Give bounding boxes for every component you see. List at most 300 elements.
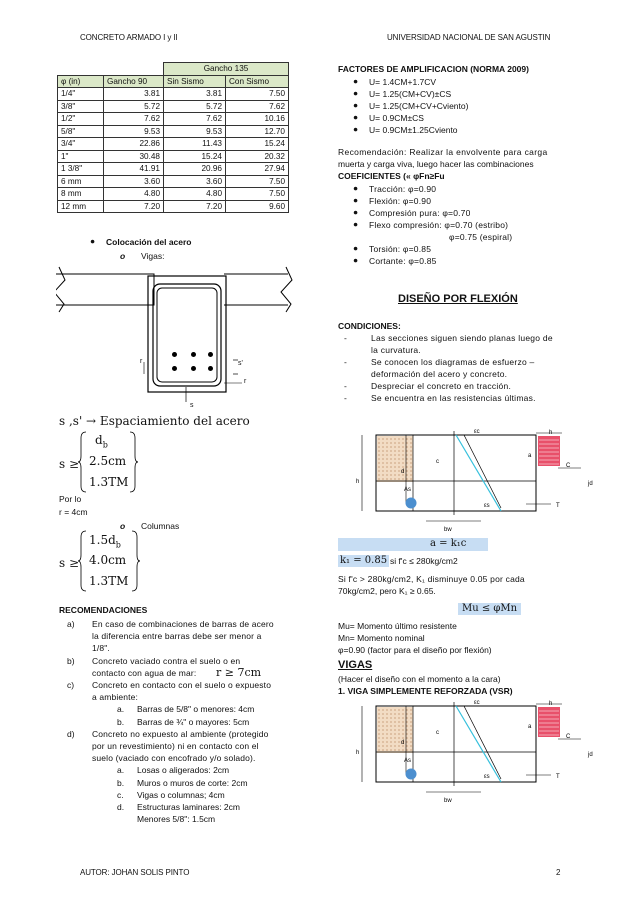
dash-marker: - bbox=[344, 393, 347, 403]
table-cell: 1/2" bbox=[58, 113, 104, 126]
table-header: φ (in) bbox=[58, 75, 104, 88]
table-cell: 7.20 bbox=[104, 200, 164, 213]
hatch-dot bbox=[398, 474, 399, 475]
hatch-dot bbox=[390, 725, 391, 726]
table-cell: 27.94 bbox=[226, 163, 289, 176]
rebar-icon bbox=[172, 352, 177, 357]
table-row bbox=[58, 113, 289, 126]
hatch-dot bbox=[406, 721, 407, 722]
fig-label-c: c bbox=[436, 730, 439, 736]
hatch-dot bbox=[398, 442, 399, 443]
hatch-dot bbox=[410, 729, 411, 730]
table-row bbox=[58, 100, 289, 113]
fig-label-h: h bbox=[356, 479, 360, 485]
footer-page: 2 bbox=[556, 868, 561, 877]
hatch-dot bbox=[398, 749, 399, 750]
table-cell: 7.50 bbox=[226, 88, 289, 101]
table-cell: 20.32 bbox=[226, 150, 289, 163]
table-cell: 15.24 bbox=[164, 150, 226, 163]
hatch-dot bbox=[398, 717, 399, 718]
rebar-As bbox=[406, 769, 417, 780]
hatch-dot bbox=[378, 717, 379, 718]
fig-label-C: C bbox=[566, 463, 571, 469]
hatch-dot bbox=[398, 721, 399, 722]
s1-opt: 1.3TM bbox=[89, 475, 129, 489]
hatch-dot bbox=[382, 717, 383, 718]
hatch-dot bbox=[394, 454, 395, 455]
rec-sub-marker: c. bbox=[117, 789, 124, 800]
hatch-dot bbox=[390, 466, 391, 467]
rec-sub-marker: b. bbox=[117, 777, 125, 788]
hatch-dot bbox=[410, 725, 411, 726]
hatch-dot bbox=[398, 470, 399, 471]
hatch-dot bbox=[410, 745, 411, 746]
s1-opt: $d_b$ bbox=[95, 433, 108, 450]
table-cell: 4.80 bbox=[164, 188, 226, 201]
hatch-dot bbox=[398, 446, 399, 447]
table-row bbox=[58, 88, 289, 101]
hatch-dot bbox=[406, 438, 407, 439]
def-line: Mn= Momento nominal bbox=[338, 633, 425, 643]
bullet-icon: ● bbox=[353, 207, 359, 217]
beam-outline bbox=[148, 276, 226, 392]
rec-marker: c) bbox=[67, 680, 75, 690]
fig-label-As: As bbox=[404, 758, 412, 764]
hatch-dot bbox=[378, 458, 379, 459]
columnas-label: Columnas bbox=[141, 521, 180, 531]
table-cell: 9.53 bbox=[164, 125, 226, 138]
fig-label-sp: s' bbox=[238, 360, 243, 367]
table-row bbox=[58, 175, 289, 188]
bullet-icon: ● bbox=[353, 243, 359, 253]
phi-item: Tracción: φ=0.90 bbox=[369, 184, 437, 194]
phi-item: Compresión pura: φ=0.70 bbox=[369, 208, 471, 218]
hatch-dot bbox=[386, 737, 387, 738]
condiciones-heading: CONDICIONES: bbox=[338, 321, 401, 331]
table-cell: 15.24 bbox=[226, 138, 289, 151]
hatch-dot bbox=[378, 438, 379, 439]
hatch-dot bbox=[410, 478, 411, 479]
hatch-dot bbox=[390, 470, 391, 471]
hatch-dot bbox=[394, 733, 395, 734]
stress-block bbox=[538, 436, 560, 466]
recomendaciones-heading: RECOMENDACIONES bbox=[59, 605, 148, 615]
fig-label-es: εs bbox=[484, 503, 490, 509]
hatch-dot bbox=[410, 438, 411, 439]
hatch-dot bbox=[394, 466, 395, 467]
hatch-dot bbox=[394, 450, 395, 451]
table-cell: 12 mm bbox=[58, 200, 104, 213]
r-value-text: r = 4cm bbox=[59, 507, 88, 517]
table-cell: 9.60 bbox=[226, 200, 289, 213]
phi-item: φ=0.75 (espiral) bbox=[449, 232, 513, 242]
hatch-dot bbox=[382, 745, 383, 746]
hatch-dot bbox=[402, 737, 403, 738]
hatch-dot bbox=[382, 442, 383, 443]
hatch-dot bbox=[386, 733, 387, 734]
hatch-dot bbox=[398, 478, 399, 479]
hatch-dot bbox=[406, 466, 407, 467]
hatch-dot bbox=[406, 446, 407, 447]
rec-marker: b) bbox=[67, 655, 75, 666]
fig-label-T: T bbox=[556, 774, 560, 780]
strain-line bbox=[456, 435, 501, 511]
bullet-icon: ● bbox=[353, 183, 359, 193]
hatch-dot bbox=[398, 713, 399, 714]
hatch-dot bbox=[406, 717, 407, 718]
fig-label-r: r bbox=[244, 378, 247, 385]
fig-label-h: h bbox=[549, 701, 553, 707]
bullet-icon: ● bbox=[353, 88, 359, 98]
hatch-dot bbox=[386, 470, 387, 471]
hatch-dot bbox=[398, 466, 399, 467]
hatch-dot bbox=[386, 709, 387, 710]
hatch-dot bbox=[410, 713, 411, 714]
hatch-dot bbox=[378, 474, 379, 475]
hatch-dot bbox=[398, 737, 399, 738]
hatch-dot bbox=[402, 725, 403, 726]
hatch-dot bbox=[406, 450, 407, 451]
hatch-dot bbox=[390, 458, 391, 459]
hatch-dot bbox=[406, 737, 407, 738]
combo-item: U= 1.25(CM+CV+Cviento) bbox=[369, 101, 469, 111]
hatch-dot bbox=[394, 713, 395, 714]
table-cell: 4.80 bbox=[104, 188, 164, 201]
hatch-dot bbox=[410, 470, 411, 471]
hatch-dot bbox=[382, 729, 383, 730]
footer-author: AUTOR: JOHAN SOLIS PINTO bbox=[80, 868, 190, 877]
rec-sub-item: Barras de 5/8" o menores: 4cm bbox=[137, 704, 255, 715]
recom-line: muerta y carga viva, luego hacer las combinaciones bbox=[338, 159, 534, 169]
hatch-dot bbox=[390, 749, 391, 750]
table-row bbox=[58, 188, 289, 201]
hatch-dot bbox=[406, 470, 407, 471]
table-cell: 3.60 bbox=[104, 175, 164, 188]
dash-marker: - bbox=[344, 333, 347, 343]
table-row bbox=[58, 138, 289, 151]
hatch-dot bbox=[382, 741, 383, 742]
hatch-dot bbox=[394, 474, 395, 475]
hatch-dot bbox=[390, 709, 391, 710]
def-line: φ=0.90 (factor para el diseño por flexión) bbox=[338, 645, 492, 655]
hatch-dot bbox=[382, 733, 383, 734]
hatch-dot bbox=[390, 729, 391, 730]
bullet-icon: ● bbox=[353, 112, 359, 122]
hatch-dot bbox=[410, 737, 411, 738]
table-cell: 7.50 bbox=[226, 175, 289, 188]
hatch-dot bbox=[410, 450, 411, 451]
table-cell: 11.43 bbox=[164, 138, 226, 151]
hatch-dot bbox=[382, 478, 383, 479]
fig-label-a: a bbox=[528, 724, 532, 730]
hatch-dot bbox=[390, 733, 391, 734]
hatch-dot bbox=[394, 725, 395, 726]
combo-item: U= 0.9CM±1.25Cviento bbox=[369, 125, 458, 135]
table-cell: 1 3/8" bbox=[58, 163, 104, 176]
hatch-dot bbox=[402, 709, 403, 710]
hatch-dot bbox=[394, 446, 395, 447]
hatch-dot bbox=[402, 450, 403, 451]
hatch-dot bbox=[406, 729, 407, 730]
rebar-icon bbox=[208, 366, 213, 371]
hatch-dot bbox=[406, 458, 407, 459]
hatch-dot bbox=[378, 749, 379, 750]
hatch-dot bbox=[402, 462, 403, 463]
fig-label-a: a bbox=[528, 453, 532, 459]
hatch-dot bbox=[402, 458, 403, 459]
strain-line-2 bbox=[464, 435, 501, 508]
circle-bullet-icon: o bbox=[120, 251, 126, 261]
hatch-dot bbox=[378, 454, 379, 455]
fig-label-bw: bw bbox=[444, 527, 452, 533]
hatch-dot bbox=[390, 478, 391, 479]
bullet-icon: ● bbox=[353, 195, 359, 205]
eq-mu: Mu ≤ φMn bbox=[458, 603, 521, 615]
hatch-dot bbox=[390, 721, 391, 722]
hatch-dot bbox=[378, 737, 379, 738]
hatch-dot bbox=[378, 446, 379, 447]
hatch-dot bbox=[386, 442, 387, 443]
fig-label-s: s bbox=[190, 402, 194, 409]
table-cell: 9.53 bbox=[104, 125, 164, 138]
table-cell: 8 mm bbox=[58, 188, 104, 201]
table-cell: 5/8" bbox=[58, 125, 104, 138]
hatch-dot bbox=[406, 713, 407, 714]
hatch-dot bbox=[382, 737, 383, 738]
rec-line: por un revestimiento) ni en contacto con el bbox=[92, 741, 259, 751]
s2-opt: 1.3TM bbox=[89, 574, 129, 588]
hatch-dot bbox=[382, 725, 383, 726]
hatch-dot bbox=[394, 462, 395, 463]
hatch-dot bbox=[406, 733, 407, 734]
table-cell: 7.20 bbox=[164, 200, 226, 213]
hatch-dot bbox=[410, 454, 411, 455]
rec-sub-marker: a. bbox=[117, 765, 125, 776]
table-cell: 7.62 bbox=[164, 113, 226, 126]
hatch-dot bbox=[394, 749, 395, 750]
hatch-dot bbox=[394, 442, 395, 443]
hatch-dot bbox=[394, 458, 395, 459]
hatch-dot bbox=[378, 721, 379, 722]
hatch-dot bbox=[398, 725, 399, 726]
hatch-dot bbox=[382, 749, 383, 750]
bullet-icon: ● bbox=[353, 100, 359, 110]
table-cell: 3/8" bbox=[58, 100, 104, 113]
hatch-dot bbox=[378, 470, 379, 471]
table-cell: 7.62 bbox=[104, 113, 164, 126]
table-cell: 5.72 bbox=[104, 100, 164, 113]
factores-heading: FACTORES DE AMPLIFICACION (NORMA 2009) bbox=[338, 64, 529, 74]
hatch-dot bbox=[398, 745, 399, 746]
hatch-dot bbox=[390, 474, 391, 475]
hatch-dot bbox=[406, 478, 407, 479]
hatch-dot bbox=[386, 729, 387, 730]
fig-label-ec: εc bbox=[474, 700, 480, 706]
eq-a: a = k₁c bbox=[338, 538, 488, 551]
hatch-dot bbox=[398, 458, 399, 459]
condition-line: la curvatura. bbox=[371, 345, 422, 355]
hatch-dot bbox=[406, 709, 407, 710]
hatch-dot bbox=[382, 446, 383, 447]
k1-condition: si f'c ≤ 280kg/cm2 bbox=[390, 556, 458, 566]
hatch-dot bbox=[386, 454, 387, 455]
hatch-dot bbox=[402, 749, 403, 750]
hatch-dot bbox=[378, 741, 379, 742]
hatch-dot bbox=[390, 438, 391, 439]
rec-line: Concreto vaciado contra el suelo o en bbox=[92, 655, 241, 666]
hatch-dot bbox=[386, 721, 387, 722]
hatch-dot bbox=[398, 454, 399, 455]
coef-heading: COEFICIENTES (« φFn≥Fu bbox=[338, 171, 445, 181]
table-cell: 7.62 bbox=[226, 100, 289, 113]
dash-marker: - bbox=[344, 357, 347, 367]
header-left: CONCRETO ARMADO I y II bbox=[80, 33, 178, 42]
recom-line: Recomendación: Realizar la envolvente para carga bbox=[338, 147, 548, 157]
hatch-dot bbox=[386, 478, 387, 479]
hatch-dot bbox=[406, 749, 407, 750]
fig-label-T: T bbox=[556, 503, 560, 509]
hatch-dot bbox=[382, 458, 383, 459]
hatch-dot bbox=[382, 713, 383, 714]
circle-bullet-icon: o bbox=[120, 521, 126, 531]
phi-item: Cortante: φ=0.85 bbox=[369, 256, 437, 266]
hatch-dot bbox=[410, 458, 411, 459]
table-cell: 3.60 bbox=[164, 175, 226, 188]
hatch-dot bbox=[378, 478, 379, 479]
vigas-heading: VIGAS bbox=[338, 659, 373, 671]
espaciamiento-equation: s ,s' → Espaciamiento del acero bbox=[59, 414, 250, 428]
hatch-dot bbox=[386, 438, 387, 439]
hacer-note: (Hacer el diseño con el momento a la cara) bbox=[338, 674, 501, 684]
table-cell: 3.81 bbox=[104, 88, 164, 101]
hatch-dot bbox=[390, 442, 391, 443]
hatch-dot bbox=[386, 458, 387, 459]
hatch-dot bbox=[382, 466, 383, 467]
rebar-As bbox=[406, 498, 417, 509]
rec-line: contacto con agua de mar: bbox=[92, 667, 197, 678]
hatch-dot bbox=[382, 709, 383, 710]
colocacion-heading: Colocación del acero bbox=[106, 237, 192, 247]
s2-opt: $1.5d_b$ bbox=[89, 533, 121, 550]
hatch-dot bbox=[410, 466, 411, 467]
table-row bbox=[58, 150, 289, 163]
hatch-dot bbox=[406, 745, 407, 746]
hatch-dot bbox=[386, 741, 387, 742]
s-lhs-1: s ≥ bbox=[59, 457, 80, 471]
combo-item: U= 1.4CM+1.7CV bbox=[369, 77, 437, 87]
hatch-dot bbox=[402, 721, 403, 722]
hatch-dot bbox=[402, 454, 403, 455]
hatch-dot bbox=[410, 709, 411, 710]
flexure-figure-2 bbox=[338, 697, 603, 824]
hatch-dot bbox=[398, 729, 399, 730]
si-line: Si f'c > 280kg/cm2, K₁ disminuye 0.05 por cada bbox=[338, 574, 525, 584]
hatch-dot bbox=[394, 741, 395, 742]
hatch-dot bbox=[378, 745, 379, 746]
fig-label-es: εs bbox=[484, 774, 490, 780]
hatch-dot bbox=[398, 741, 399, 742]
hatch-dot bbox=[378, 450, 379, 451]
rec-line: suelo (vaciado con encofrado y/o solado). bbox=[92, 753, 256, 764]
hatch-dot bbox=[394, 709, 395, 710]
bullet-icon: ● bbox=[353, 124, 359, 134]
hatch-dot bbox=[402, 442, 403, 443]
hatch-dot bbox=[394, 721, 395, 722]
hatch-dot bbox=[398, 733, 399, 734]
hatch-dot bbox=[394, 478, 395, 479]
hatch-dot bbox=[410, 741, 411, 742]
hatch-dot bbox=[390, 450, 391, 451]
fig-label-c: c bbox=[436, 459, 439, 465]
condition-line: Se encuentra en las resistencias últimas. bbox=[371, 393, 536, 403]
hatch-dot bbox=[410, 749, 411, 750]
rec-line: En caso de combinaciones de barras de acero bbox=[92, 619, 274, 629]
phi-item: Flexo compresión: φ=0.70 (estribo) bbox=[369, 220, 509, 230]
table-group-header: Gancho 135 bbox=[164, 63, 289, 76]
vigas-label: Vigas: bbox=[141, 251, 165, 261]
hatch-dot bbox=[378, 709, 379, 710]
hatch-dot bbox=[382, 474, 383, 475]
hatch-dot bbox=[402, 729, 403, 730]
fig-label-As: As bbox=[404, 487, 412, 493]
hatch-dot bbox=[398, 450, 399, 451]
table-cell: 1/4" bbox=[58, 88, 104, 101]
s-lhs-2: s ≥ bbox=[59, 556, 80, 570]
hatch-dot bbox=[410, 442, 411, 443]
table-cell: 30.48 bbox=[104, 150, 164, 163]
eq-k1: k₁ = 0.85 bbox=[340, 555, 388, 566]
hatch-dot bbox=[402, 713, 403, 714]
rec-sub-marker: a. bbox=[117, 704, 125, 715]
hatch-dot bbox=[406, 725, 407, 726]
s2-opt: 4.0cm bbox=[89, 553, 127, 567]
table-header-row bbox=[58, 75, 289, 88]
hatch-dot bbox=[386, 450, 387, 451]
hatch-dot bbox=[386, 474, 387, 475]
hatch-dot bbox=[394, 729, 395, 730]
table-row bbox=[58, 163, 289, 176]
fig-label-jd: jd bbox=[588, 481, 593, 487]
hatch-dot bbox=[394, 438, 395, 439]
fig-label-C: C bbox=[566, 734, 571, 740]
condition-line: Despreciar el concreto en tracción. bbox=[371, 381, 512, 391]
hatch-dot bbox=[402, 717, 403, 718]
phi-item: Torsión: φ=0.85 bbox=[369, 244, 432, 254]
hatch-dot bbox=[386, 462, 387, 463]
hatch-dot bbox=[410, 446, 411, 447]
hatch-dot bbox=[386, 725, 387, 726]
rec-line: 1/8". bbox=[92, 643, 110, 654]
table-cell: 7.50 bbox=[226, 188, 289, 201]
bullet-icon: ● bbox=[353, 219, 359, 229]
flexure-figure-1 bbox=[338, 426, 603, 548]
hatch-dot bbox=[390, 717, 391, 718]
rebar-icon bbox=[208, 352, 213, 357]
rec-sub-marker: b. bbox=[117, 716, 125, 727]
hatch-dot bbox=[382, 438, 383, 439]
hatch-dot bbox=[378, 442, 379, 443]
rec-marker: d) bbox=[67, 728, 75, 739]
rec-sub-item: Losas o aligerados: 2cm bbox=[137, 765, 230, 776]
hatch-dot bbox=[382, 450, 383, 451]
rec-marker: a) bbox=[67, 619, 75, 629]
fig-label-jd: jd bbox=[588, 752, 593, 758]
hatch-dot bbox=[386, 466, 387, 467]
hatch-dot bbox=[402, 466, 403, 467]
phi-item: Flexión: φ=0.90 bbox=[369, 196, 432, 206]
hatch-dot bbox=[402, 446, 403, 447]
hatch-dot bbox=[386, 745, 387, 746]
